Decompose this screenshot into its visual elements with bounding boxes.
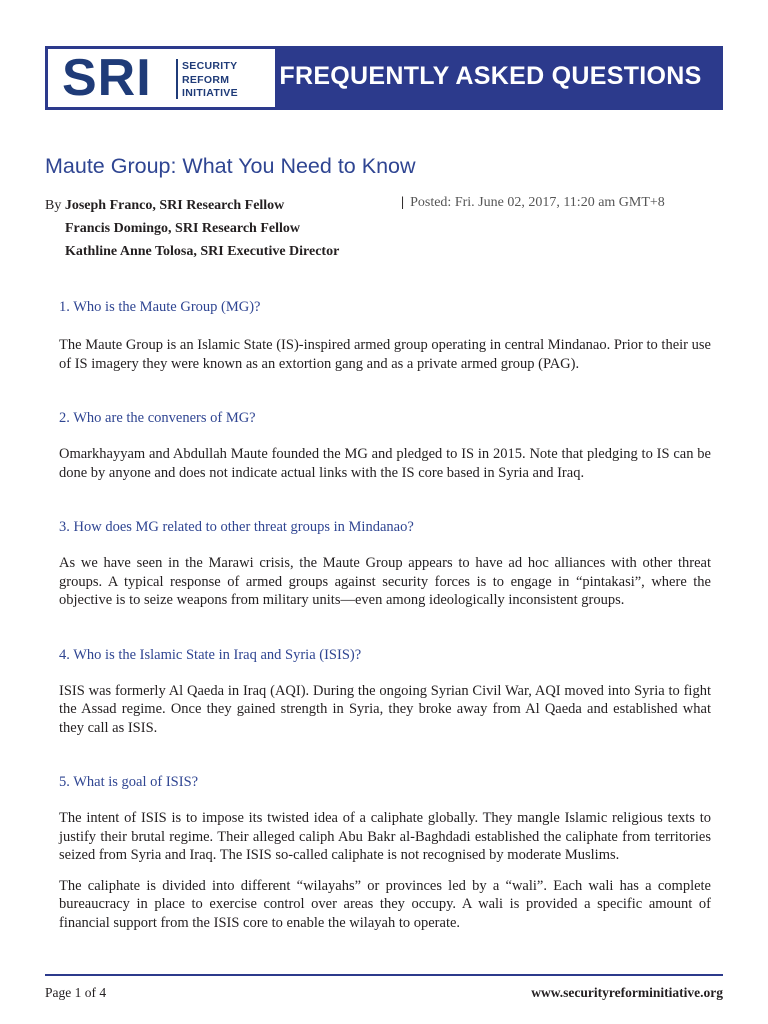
logo-word-reform: REFORM [182, 73, 230, 86]
page-title: Maute Group: What You Need to Know [45, 154, 416, 178]
banner-title: FREQUENTLY ASKED QUESTIONS [279, 62, 702, 90]
posted-date [401, 194, 665, 212]
question-3: 3. How does MG related to other threat groups in Mindanao? [59, 519, 414, 535]
page-number: Page 1 of 4 [45, 985, 107, 1000]
author-1: Joseph Franco, SRI Research Fellow [64, 198, 285, 213]
logo-mark: SRI [62, 49, 152, 107]
header-banner [45, 46, 723, 110]
byline [45, 194, 339, 263]
logo-words [182, 60, 238, 101]
answer-5-para-2: The caliphate is divided into different “wilayahs” or provinces led by a “wali”. Each wali has a complete bureaucracy in place to exercise control over areas they occupy. A wali is provided a specific amount of financial support from the ISIS core to enable the wilayah to operate. [59, 877, 711, 931]
sri-logo [48, 49, 275, 107]
question-2: 2. Who are the conveners of MG? [59, 410, 256, 426]
answer-4-para-1: ISIS was formerly Al Qaeda in Iraq (AQI). During the ongoing Syrian Civil War, AQI moved into Syria to fight the Assad regime. Once they gained strength in Syria, they broke away from Al Qaeda and established what they call as ISIS. [59, 682, 711, 736]
logo-word-initiative: INITIATIVE [182, 87, 238, 99]
author-3: Kathline Anne Tolosa, SRI Executive Director [65, 244, 340, 259]
question-4: 4. Who is the Islamic State in Iraq and Syria (ISIS)? [59, 646, 362, 663]
posted-separator: | [401, 195, 405, 210]
byline-by: By [45, 198, 62, 213]
byline-row-1 [45, 194, 339, 217]
logo-divider [176, 59, 178, 99]
faq-content [59, 298, 711, 932]
answer-5-para-1: The intent of ISIS is to impose its twisted idea of a caliphate globally. They mangle Islamic religious texts to justify their brutal regime. Their alleged caliph Abu Bakr al-Baghdadi established the caliphate from territories seized from Syria and Iraq. The ISIS so-called caliphate is not recognised by moderate Muslims. [59, 810, 711, 863]
footer-website: www.securityreforminitiative.org [531, 985, 723, 1000]
answer-2-para-1: Omarkhayyam and Abdullah Maute founded the MG and pledged to IS in 2015. Note that pledging to IS can be done by anyone and does not indicate actual links with the IS core based in Syria and Iraq. [59, 446, 711, 481]
answer-1-para-1: The Maute Group is an Islamic State (IS)-inspired armed group operating in central Mindanao. Prior to their use of IS imagery they were known as an extortion gang and as a private armed group (PAG). [59, 337, 711, 372]
answer-3-para-1: As we have seen in the Marawi crisis, the Maute Group appears to have ad hoc alliances with other threat groups. A typical response of armed groups against security forces is to engage in “pintakasi”, where the objective is to seize weapons from military units—even among ideologically inconsistent groups. [59, 555, 711, 608]
posted-text: Posted: Fri. June 02, 2017, 11:20 am GMT+8 [410, 195, 665, 210]
author-2: Francis Domingo, SRI Research Fellow [65, 221, 300, 236]
logo-word-security: SECURITY [182, 60, 238, 72]
question-1: 1. Who is the Maute Group (MG)? [59, 299, 261, 315]
question-5: 5. What is goal of ISIS? [59, 774, 199, 790]
footer-divider [45, 974, 723, 976]
